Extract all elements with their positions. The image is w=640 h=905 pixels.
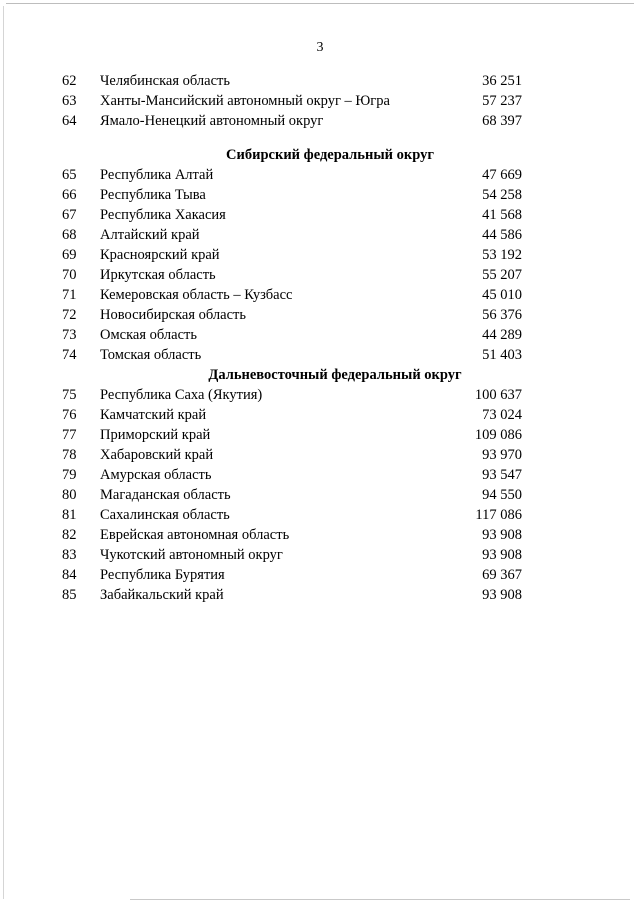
- region-name: Хабаровский край: [100, 447, 214, 463]
- row-number: 66: [62, 187, 77, 203]
- row-number: 73: [62, 327, 77, 343]
- region-name: Ямало-Ненецкий автономный округ: [100, 113, 324, 129]
- region-name: Томская область: [100, 347, 202, 363]
- table-row: [0, 485, 640, 505]
- region-name: Республика Бурятия: [100, 567, 225, 583]
- section-spacer: [0, 131, 640, 145]
- row-number: 67: [62, 207, 77, 223]
- region-name: Чукотский автономный округ: [100, 547, 283, 563]
- region-value: 117 086: [475, 507, 522, 523]
- table-row: [0, 425, 640, 445]
- region-value: 93 908: [482, 547, 522, 563]
- region-value: 53 192: [482, 247, 522, 263]
- region-value: 47 669: [482, 167, 522, 183]
- district-heading: Дальневосточный федеральный округ: [208, 367, 462, 383]
- region-name: Республика Хакасия: [100, 207, 226, 223]
- region-name: Еврейская автономная область: [100, 527, 290, 543]
- region-name: Амурская область: [100, 467, 212, 483]
- scan-edge-top: [6, 3, 634, 4]
- row-number: 64: [62, 113, 77, 129]
- region-name: Омская область: [100, 327, 197, 343]
- region-value: 44 289: [482, 327, 522, 343]
- table-row: [0, 345, 640, 365]
- table-row: [0, 505, 640, 525]
- region-name: Республика Саха (Якутия): [100, 387, 263, 403]
- region-value: 41 568: [482, 207, 522, 223]
- row-number: 76: [62, 407, 77, 423]
- region-value: 109 086: [474, 427, 522, 443]
- row-number: 75: [62, 387, 77, 403]
- region-name: Новосибирская область: [100, 307, 246, 323]
- table-row: [0, 265, 640, 285]
- region-name: Республика Тыва: [100, 187, 206, 203]
- row-number: 83: [62, 547, 77, 563]
- table-row: [0, 385, 640, 405]
- region-name: Алтайский край: [100, 227, 200, 243]
- table-row: [0, 545, 640, 565]
- region-value: 73 024: [482, 407, 522, 423]
- table-row: [0, 565, 640, 585]
- region-value: 55 207: [482, 267, 522, 283]
- group-far-eastern: [0, 365, 640, 605]
- table-row: [0, 111, 640, 131]
- table-row: [0, 285, 640, 305]
- region-name: Красноярский край: [100, 247, 220, 263]
- table-row: [0, 585, 640, 605]
- row-number: 82: [62, 527, 77, 543]
- row-number: 78: [62, 447, 77, 463]
- region-name: Сахалинская область: [100, 507, 230, 523]
- region-name: Магаданская область: [100, 487, 231, 503]
- row-number: 62: [62, 73, 77, 89]
- region-value: 93 970: [482, 447, 522, 463]
- table-row: [0, 325, 640, 345]
- region-value: 44 586: [482, 227, 522, 243]
- region-value: 93 908: [482, 527, 522, 543]
- region-name: Забайкальский край: [100, 587, 224, 603]
- row-number: 80: [62, 487, 77, 503]
- row-number: 70: [62, 267, 77, 283]
- table-row: [0, 465, 640, 485]
- table-row: [0, 225, 640, 245]
- region-value: 68 397: [482, 113, 522, 129]
- region-value: 45 010: [482, 287, 522, 303]
- region-value: 93 908: [482, 587, 522, 603]
- scan-edge-bottom: [130, 899, 630, 900]
- row-number: 85: [62, 587, 77, 603]
- row-number: 81: [62, 507, 77, 523]
- table-row: [0, 165, 640, 185]
- region-value: 54 258: [482, 187, 522, 203]
- row-number: 84: [62, 567, 77, 583]
- row-number: 74: [62, 347, 77, 363]
- region-value: 57 237: [482, 93, 522, 109]
- region-name: Камчатский край: [100, 407, 207, 423]
- row-number: 68: [62, 227, 77, 243]
- region-value: 100 637: [474, 387, 522, 403]
- region-name: Приморский край: [100, 427, 211, 443]
- row-number: 71: [62, 287, 77, 303]
- region-table: [0, 71, 640, 605]
- region-value: 56 376: [482, 307, 522, 323]
- row-number: 79: [62, 467, 77, 483]
- region-name: Иркутская область: [100, 267, 216, 283]
- page-number: 3: [316, 40, 324, 55]
- region-name: Республика Алтай: [100, 167, 214, 183]
- row-number: 65: [62, 167, 77, 183]
- table-row: [0, 405, 640, 425]
- region-name: Челябинская область: [100, 73, 230, 89]
- row-number: 72: [62, 307, 77, 323]
- region-name: Кемеровская область – Кузбасс: [100, 287, 293, 303]
- table-row: [0, 525, 640, 545]
- region-value: 36 251: [482, 73, 522, 89]
- table-row: [0, 185, 640, 205]
- region-value: 69 367: [482, 567, 522, 583]
- row-number: 63: [62, 93, 77, 109]
- table-row: [0, 305, 640, 325]
- group-continuation: [0, 71, 640, 131]
- table-row: [0, 91, 640, 111]
- region-value: 51 403: [482, 347, 522, 363]
- table-row: [0, 71, 640, 91]
- table-row: [0, 205, 640, 225]
- table-row: [0, 245, 640, 265]
- table-row: [0, 445, 640, 465]
- region-value: 93 547: [482, 467, 522, 483]
- row-number: 69: [62, 247, 77, 263]
- district-heading: Сибирский федеральный округ: [226, 147, 434, 163]
- row-number: 77: [62, 427, 77, 443]
- region-value: 94 550: [482, 487, 522, 503]
- region-name: Ханты-Мансийский автономный округ – Югра: [100, 93, 390, 109]
- group-siberian: [0, 145, 640, 365]
